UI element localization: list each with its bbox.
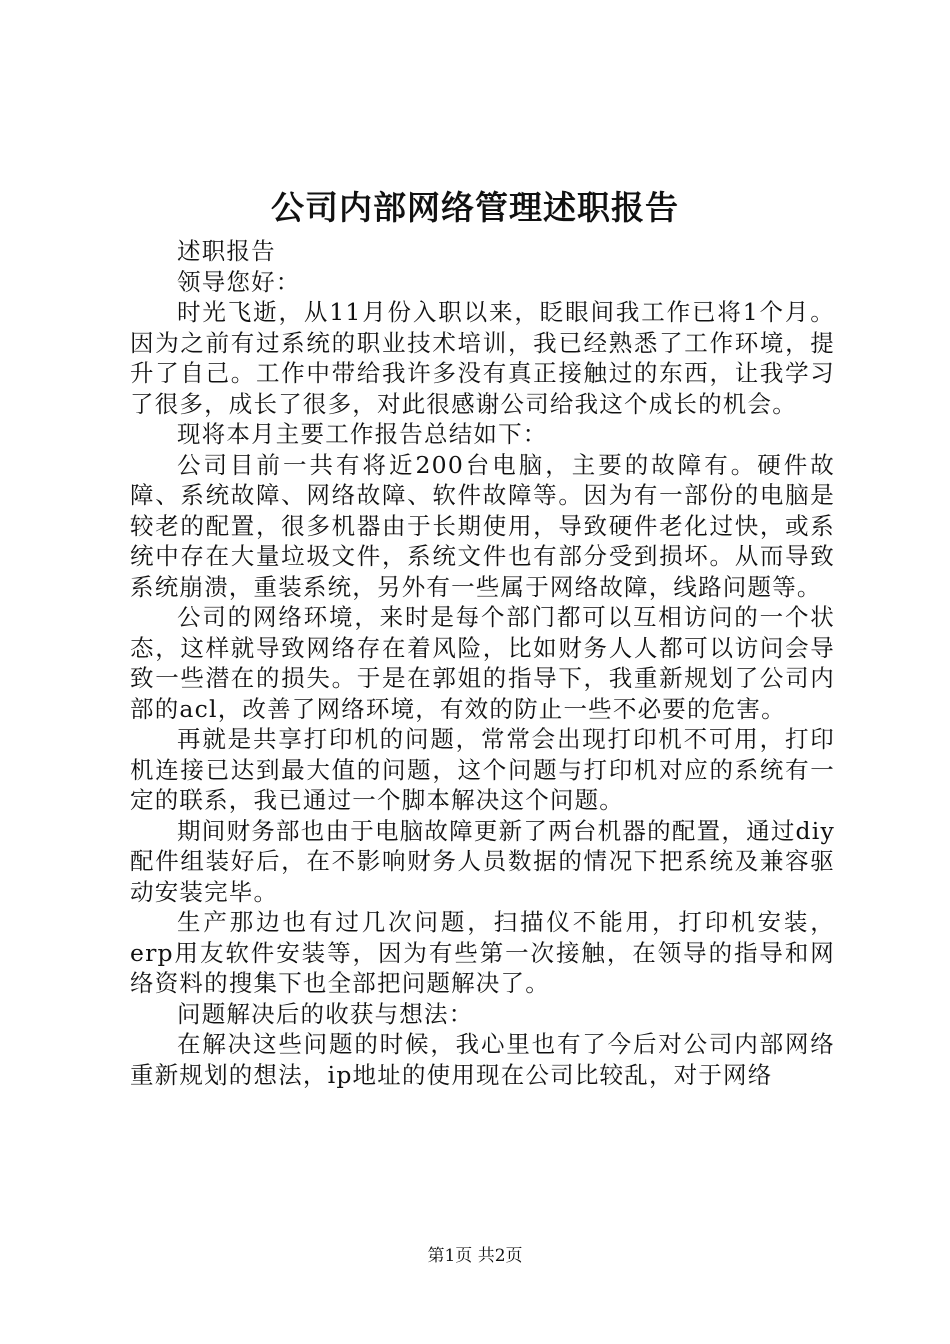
paragraph-heading: 述职报告	[177, 237, 276, 265]
paragraph-printer: 再就是共享打印机的问题，常常会出现打印机不可用，打印机连接已达到最大值的问题，这个问题与打印机对应的系统有一定的联系，我已通过一个脚本解决这个问题。	[130, 725, 835, 814]
paragraph-greeting: 领导您好：	[177, 267, 301, 296]
paragraph-finance: 期间财务部也由于电脑故障更新了两台机器的配置，通过diy配件组装好后，在不影响财务人员数据的情况下把系统及兼容驱动安装完毕。	[130, 816, 835, 906]
paragraph-intro: 时光飞逝，从11月份入职以来，眨眼间我工作已将1个月。因为之前有过系统的职业技术培训，我已经熟悉了工作环境，提升了自己。工作中带给我许多没有真正接触过的东西，让我学习了很多，成长了很多，对此很感谢公司给我这个成长的机会。	[130, 298, 835, 418]
paragraph-computers: 公司目前一共有将近200台电脑，主要的故障有。硬件故障、系统故障、网络故障、软件故障等。因为有一部份的电脑是较老的配置，很多机器由于长期使用，导致硬件老化过快，或系统中存在大量垃圾文件，系统文件也有部分受到损坏。从而导致系统崩溃，重装系统，另外有一些属于网络故障，线路问题等。	[130, 450, 835, 601]
paragraph-gains-lead: 问题解决后的收获与想法：	[177, 999, 474, 1028]
document-body	[130, 236, 835, 1090]
paragraph-summary-lead: 现将本月主要工作报告总结如下：	[177, 420, 548, 448]
page-footer: 第1页 共2页	[427, 1246, 523, 1266]
paragraph-production: 生产那边也有过几次问题，扫描仪不能用，打印机安装，erp用友软件安装等，因为有些第一次接触，在领导的指导和网络资料的搜集下也全部把问题解决了。	[130, 908, 835, 997]
paragraph-plans: 在解决这些问题的时候，我心里也有了今后对公司内部网络重新规划的想法，ip地址的使用现在公司比较乱，对于网络	[130, 1030, 835, 1089]
paragraph-network: 公司的网络环境，来时是每个部门都可以互相访问的一个状态，这样就导致网络存在着风险，比如财务人人都可以访问会导致一些潜在的损失。于是在郭姐的指导下，我重新规划了公司内部的acl，改善了网络环境，有效的防止一些不必要的危害。	[130, 603, 835, 723]
document-title: 公司内部网络管理述职报告	[271, 188, 679, 227]
